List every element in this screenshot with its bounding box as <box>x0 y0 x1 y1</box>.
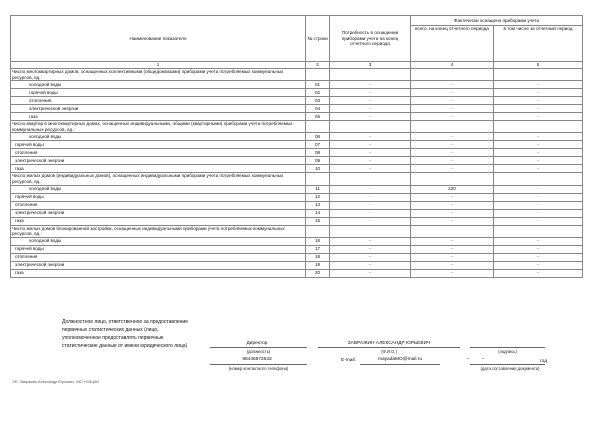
column-number: 1 <box>11 62 306 69</box>
group-header-row <box>11 121 583 133</box>
need-value: - <box>330 149 411 157</box>
actual-period-value: - <box>494 253 583 261</box>
column-number: 4 <box>411 62 494 69</box>
empty-cell <box>494 225 583 237</box>
electronic-signature-stamp: ЭП: Завражин Александр Юрьевич, МО УЧИЦКИ <box>12 380 99 384</box>
table-body <box>11 69 583 278</box>
table-row <box>11 261 583 269</box>
actual-period-value: - <box>494 165 583 173</box>
need-value: - <box>330 133 411 141</box>
table-row <box>11 81 583 89</box>
row-label: отопления <box>11 201 306 209</box>
phone-value: 88445872633 <box>242 357 272 362</box>
actual-total-value: - <box>411 165 494 173</box>
table-row <box>11 237 583 245</box>
actual-total-value: - <box>411 245 494 253</box>
actual-period-value: - <box>494 237 583 245</box>
actual-total-value: - <box>411 253 494 261</box>
row-number: 05 <box>306 113 330 121</box>
empty-cell <box>306 225 330 237</box>
actual-total-value: - <box>411 269 494 277</box>
need-value: - <box>330 245 411 253</box>
actual-period-value: - <box>494 105 583 113</box>
empty-cell <box>330 173 411 185</box>
need-value: - <box>330 105 411 113</box>
empty-cell <box>494 173 583 185</box>
table-row <box>11 209 583 217</box>
need-value: - <box>330 157 411 165</box>
row-number: 20 <box>306 269 330 277</box>
name-caption: (Ф.И.О.) <box>381 349 397 354</box>
empty-cell <box>330 69 411 81</box>
table-row <box>11 201 583 209</box>
date-year-label: год <box>540 359 548 364</box>
actual-period-value: - <box>494 157 583 165</box>
actual-total-value: - <box>411 97 494 105</box>
actual-period-value: - <box>494 149 583 157</box>
actual-total-value: - <box>411 113 494 121</box>
need-value: - <box>330 237 411 245</box>
position-caption: (должность) <box>246 349 271 354</box>
row-number: 10 <box>306 165 330 173</box>
empty-cell <box>330 121 411 133</box>
table-row <box>11 165 583 173</box>
row-number: 01 <box>306 81 330 89</box>
actual-period-value: - <box>494 217 583 225</box>
actual-total-value: - <box>411 201 494 209</box>
empty-cell <box>494 69 583 81</box>
row-label: холодной воды <box>11 185 306 193</box>
actual-total-value: 220 <box>411 185 494 193</box>
actual-period-value: - <box>494 201 583 209</box>
need-value: - <box>330 193 411 201</box>
need-value: - <box>330 217 411 225</box>
row-label: газа <box>11 113 306 121</box>
row-label: отопления <box>11 253 306 261</box>
actual-period-value: - <box>494 89 583 97</box>
header-actual-period: в том числе за отчетный период <box>494 26 583 62</box>
row-label: электрической энергии <box>11 105 306 113</box>
actual-period-value: - <box>494 113 583 121</box>
position-value: Директор <box>246 341 268 346</box>
row-number: 12 <box>306 193 330 201</box>
table-row <box>11 157 583 165</box>
actual-period-value: - <box>494 97 583 105</box>
empty-cell <box>411 69 494 81</box>
table-row <box>11 193 583 201</box>
actual-total-value: - <box>411 217 494 225</box>
row-label: электрической энергии <box>11 261 306 269</box>
actual-total-value: - <box>411 193 494 201</box>
row-number: 04 <box>306 105 330 113</box>
row-number: 07 <box>306 141 330 149</box>
row-number: 13 <box>306 201 330 209</box>
date-caption: (дата составления документа) <box>480 366 540 371</box>
header-actual-total: всего, на конец отчетного периода <box>411 26 494 62</box>
actual-total-value: - <box>411 141 494 149</box>
row-label: холодной воды <box>11 237 306 245</box>
row-label: отопления <box>11 97 306 105</box>
need-value: - <box>330 253 411 261</box>
actual-period-value: - <box>494 141 583 149</box>
actual-total-value: - <box>411 261 494 269</box>
row-label: газа <box>11 269 306 277</box>
table-row <box>11 89 583 97</box>
need-value: - <box>330 269 411 277</box>
row-label: горячей воды <box>11 245 306 253</box>
table-row <box>11 269 583 277</box>
need-value: - <box>330 89 411 97</box>
column-number: 2 <box>306 62 330 69</box>
row-label: горячей воды <box>11 141 306 149</box>
actual-period-value: - <box>494 81 583 89</box>
row-label: горячей воды <box>11 89 306 97</box>
actual-period-value: - <box>494 193 583 201</box>
table-row <box>11 133 583 141</box>
group-title: Число жилых домов (индивидуальных домов), оснащенных индивидуальными приборами учета потребляемых коммунальных ресурсов, ед.: <box>11 173 306 185</box>
group-title: Число жилых домов блокированной застройки, оснащенных индивидуальными приборами учета потребляемых коммунальных ресурсов, ед.: <box>11 225 306 237</box>
actual-total-value: - <box>411 237 494 245</box>
row-label: холодной воды <box>11 81 306 89</box>
group-title: Число квартир в многоквартирных домах, оснащенных индивидуальными, общими (квартирными) приборами учета потребляемых коммунальных ресурсов, ед.: <box>11 121 306 133</box>
column-number: 3 <box>330 62 411 69</box>
empty-cell <box>411 173 494 185</box>
row-label: электрической энергии <box>11 209 306 217</box>
indicators-table <box>10 15 583 278</box>
row-label: отопления <box>11 149 306 157</box>
group-header-row <box>11 173 583 185</box>
header-indicator-name: Наименование показателя <box>11 16 306 62</box>
header-row-number: № строки <box>306 16 330 62</box>
group-header-row <box>11 225 583 237</box>
row-label: холодной воды <box>11 133 306 141</box>
need-value: - <box>330 201 411 209</box>
row-number: 17 <box>306 245 330 253</box>
actual-total-value: - <box>411 105 494 113</box>
empty-cell <box>330 225 411 237</box>
table-row <box>11 217 583 225</box>
need-value: - <box>330 165 411 173</box>
header-need: Потребность в оснащении приборами учета на конец отчетного периода <box>330 16 411 62</box>
empty-cell <box>411 225 494 237</box>
need-value: - <box>330 97 411 105</box>
actual-total-value: - <box>411 157 494 165</box>
row-number: 14 <box>306 209 330 217</box>
table-row <box>11 105 583 113</box>
row-label: газа <box>11 165 306 173</box>
actual-total-value: - <box>411 149 494 157</box>
column-number: 5 <box>494 62 583 69</box>
need-value: - <box>330 261 411 269</box>
row-number: 02 <box>306 89 330 97</box>
empty-cell <box>411 121 494 133</box>
table-row <box>11 141 583 149</box>
actual-total-value: - <box>411 89 494 97</box>
table-row <box>11 113 583 121</box>
need-value: - <box>330 209 411 217</box>
actual-period-value: - <box>494 209 583 217</box>
name-value: ЗАВРАЖИН АЛЕКСАНДР ЮРЬЕВИЧ <box>347 341 431 346</box>
column-numbers-row <box>11 62 583 69</box>
row-label: газа <box>11 217 306 225</box>
table-row <box>11 97 583 105</box>
group-title: Число многоквартирных домов, оснащенных коллективными (общедомовыми) приборами учета потребляемых коммунальных ресурсов, ед.: <box>11 69 306 81</box>
email-value: mayadaMO@mail.ru <box>377 357 423 362</box>
row-number: 06 <box>306 133 330 141</box>
signature-caption: (подпись) <box>498 349 517 354</box>
actual-total-value: - <box>411 209 494 217</box>
row-number: 16 <box>306 237 330 245</box>
actual-period-value: - <box>494 261 583 269</box>
date-quote-open: " <box>467 358 469 363</box>
row-number: 09 <box>306 157 330 165</box>
empty-cell <box>306 173 330 185</box>
empty-cell <box>306 121 330 133</box>
date-quote-close: " <box>482 358 484 363</box>
row-number: 18 <box>306 253 330 261</box>
actual-period-value: - <box>494 185 583 193</box>
actual-total-value: - <box>411 81 494 89</box>
phone-caption: (номер контактного телефона) <box>228 366 289 371</box>
row-number: 03 <box>306 97 330 105</box>
row-number: 08 <box>306 149 330 157</box>
need-value: - <box>330 81 411 89</box>
row-number: 15 <box>306 217 330 225</box>
header-actual: Фактически оснащено приборами учета <box>411 16 583 26</box>
row-number: 19 <box>306 261 330 269</box>
actual-total-value: - <box>411 133 494 141</box>
table-row <box>11 185 583 193</box>
row-number: 11 <box>306 185 330 193</box>
need-value: - <box>330 185 411 193</box>
table-row <box>11 149 583 157</box>
actual-period-value: - <box>494 133 583 141</box>
need-value: - <box>330 113 411 121</box>
actual-period-value: - <box>494 269 583 277</box>
empty-cell <box>494 121 583 133</box>
row-label: электрической энергии <box>11 157 306 165</box>
need-value: - <box>330 141 411 149</box>
responsible-person-text: Должностное лицо, ответственное за предоставление первичных статистических данных (лицо, уполномоченное предоставлять первичные статистические данные от имени юридического лица) <box>62 319 188 349</box>
table-row <box>11 245 583 253</box>
group-header-row <box>11 69 583 81</box>
email-label: E-mail: <box>341 358 356 363</box>
empty-cell <box>306 69 330 81</box>
table-row <box>11 253 583 261</box>
row-label: горячей воды <box>11 193 306 201</box>
actual-period-value: - <box>494 245 583 253</box>
